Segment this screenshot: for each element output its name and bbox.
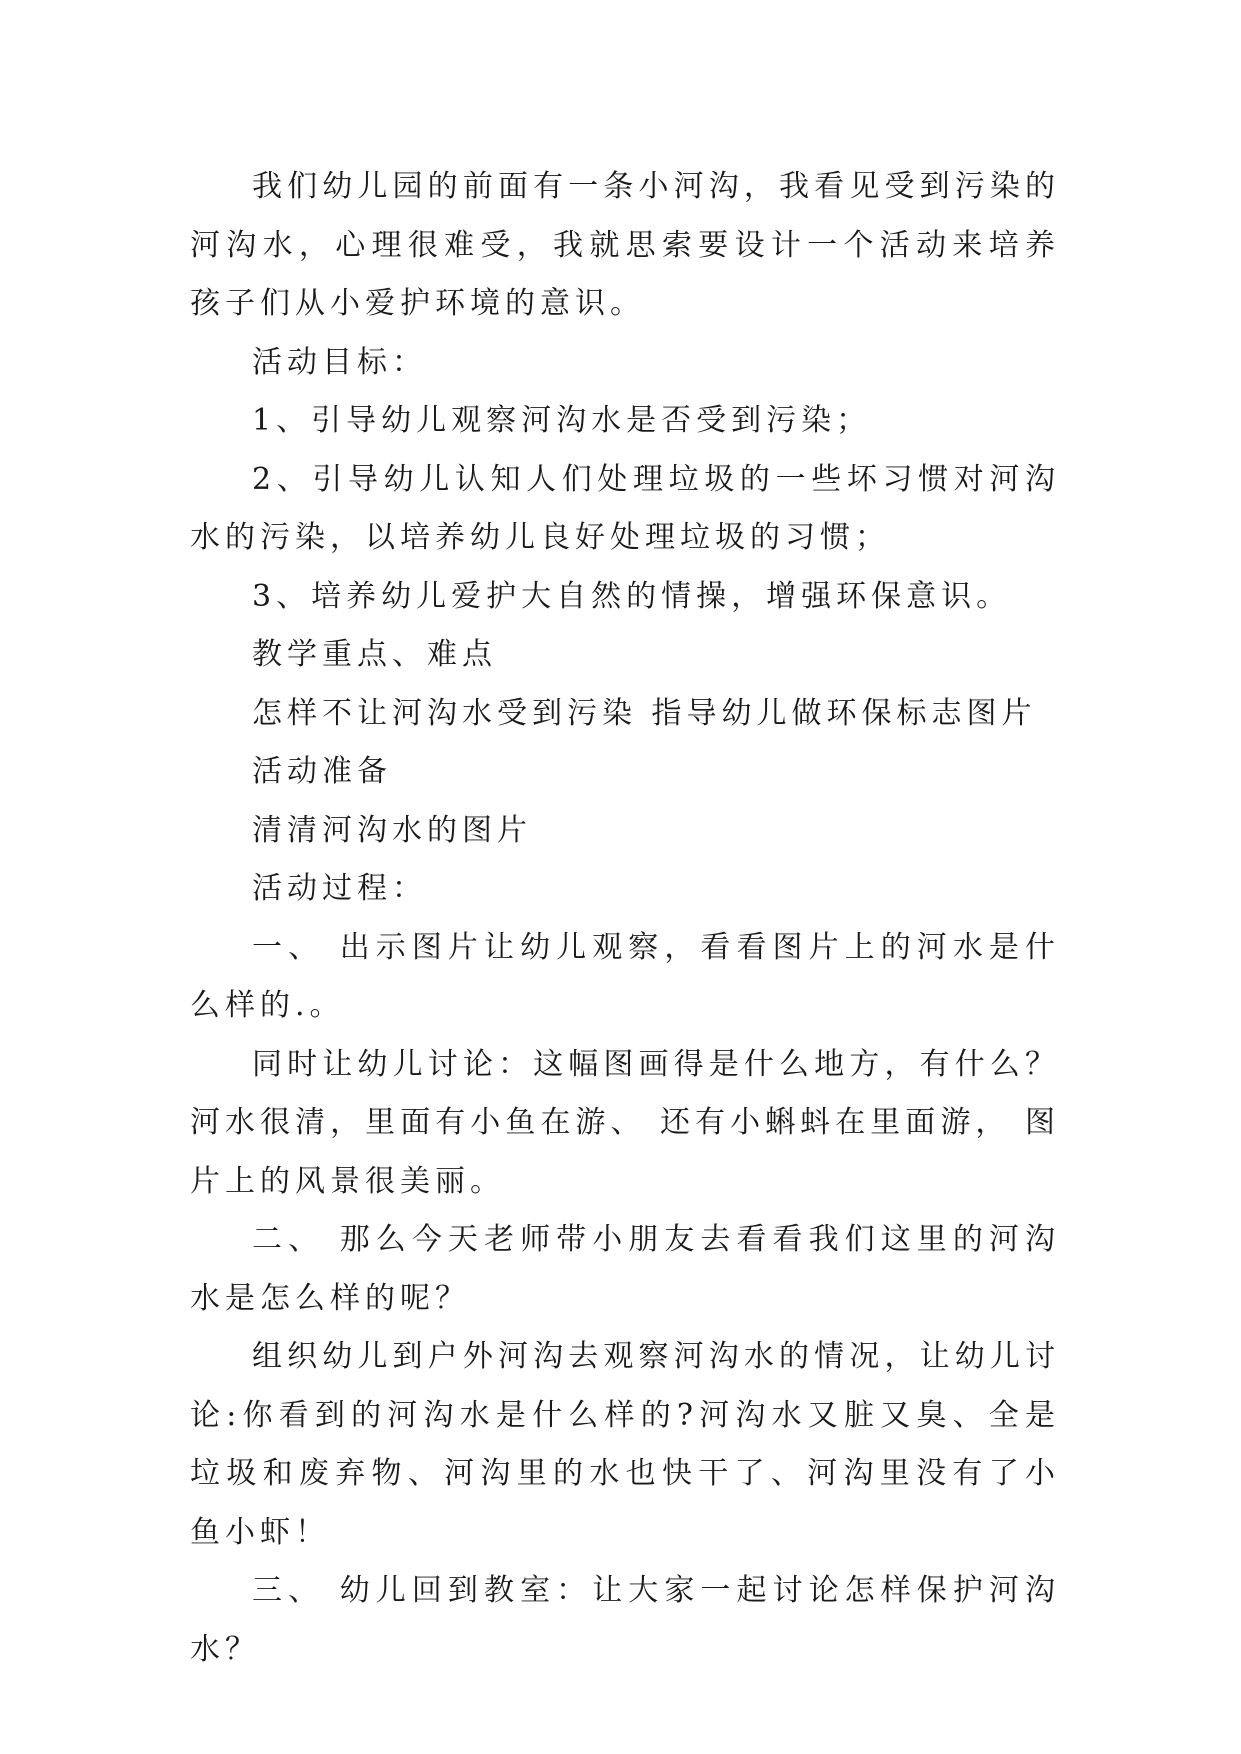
- heading-teaching-focus: 教学重点、难点: [252, 637, 497, 672]
- process-step-1: 一、 出示图片让幼儿观察，看看图片上的河水是什么样的.。: [190, 929, 1060, 1023]
- paragraph-intro: 我们幼儿园的前面有一条小河沟，我看见受到污染的河沟水，心理很难受，我就思索要设计一个活动来培养孩子们从小爱护环境的意识。: [190, 169, 1060, 321]
- process-step-3: 三、 幼儿回到教室：让大家一起讨论怎样保护河沟水？: [190, 1573, 1060, 1667]
- heading-activity-goals: 活动目标：: [252, 344, 427, 380]
- preparation-text: 清清河沟水的图片: [252, 812, 532, 848]
- document-body: [190, 158, 1060, 1679]
- teaching-focus-text: 怎样不让河沟水受到污染 指导幼儿做环保标志图片: [252, 695, 1037, 731]
- process-step-2-observation: 组织幼儿到户外河沟去观察河沟水的情况，让幼儿讨论:你看到的河沟水是什么样的?河沟水又脏又臭、全是垃圾和废弃物、河沟里的水也快干了、河沟里没有了小鱼小虾！: [190, 1339, 1060, 1550]
- heading-activity-process: 活动过程：: [252, 871, 427, 906]
- goal-item-2: 2、引导幼儿认知人们处理垃圾的一些坏习惯对河沟水的污染，以培养幼儿良好处理垃圾的习惯；: [190, 461, 1060, 555]
- goal-item-3: 3、培养幼儿爱护大自然的情操，增强环保意识。: [252, 578, 1012, 614]
- goal-item-1: 1、引导幼儿观察河沟水是否受到污染；: [252, 403, 872, 438]
- process-step-1-discussion: 同时让幼儿讨论：这幅图画得是什么地方，有什么？河水很清，里面有小鱼在游、 还有小蝌蚪在里面游， 图片上的风景很美丽。: [190, 1046, 1060, 1199]
- heading-activity-preparation: 活动准备: [252, 754, 392, 789]
- process-step-2: 二、 那么今天老师带小朋友去看看我们这里的河沟水是怎么样的呢？: [190, 1222, 1060, 1316]
